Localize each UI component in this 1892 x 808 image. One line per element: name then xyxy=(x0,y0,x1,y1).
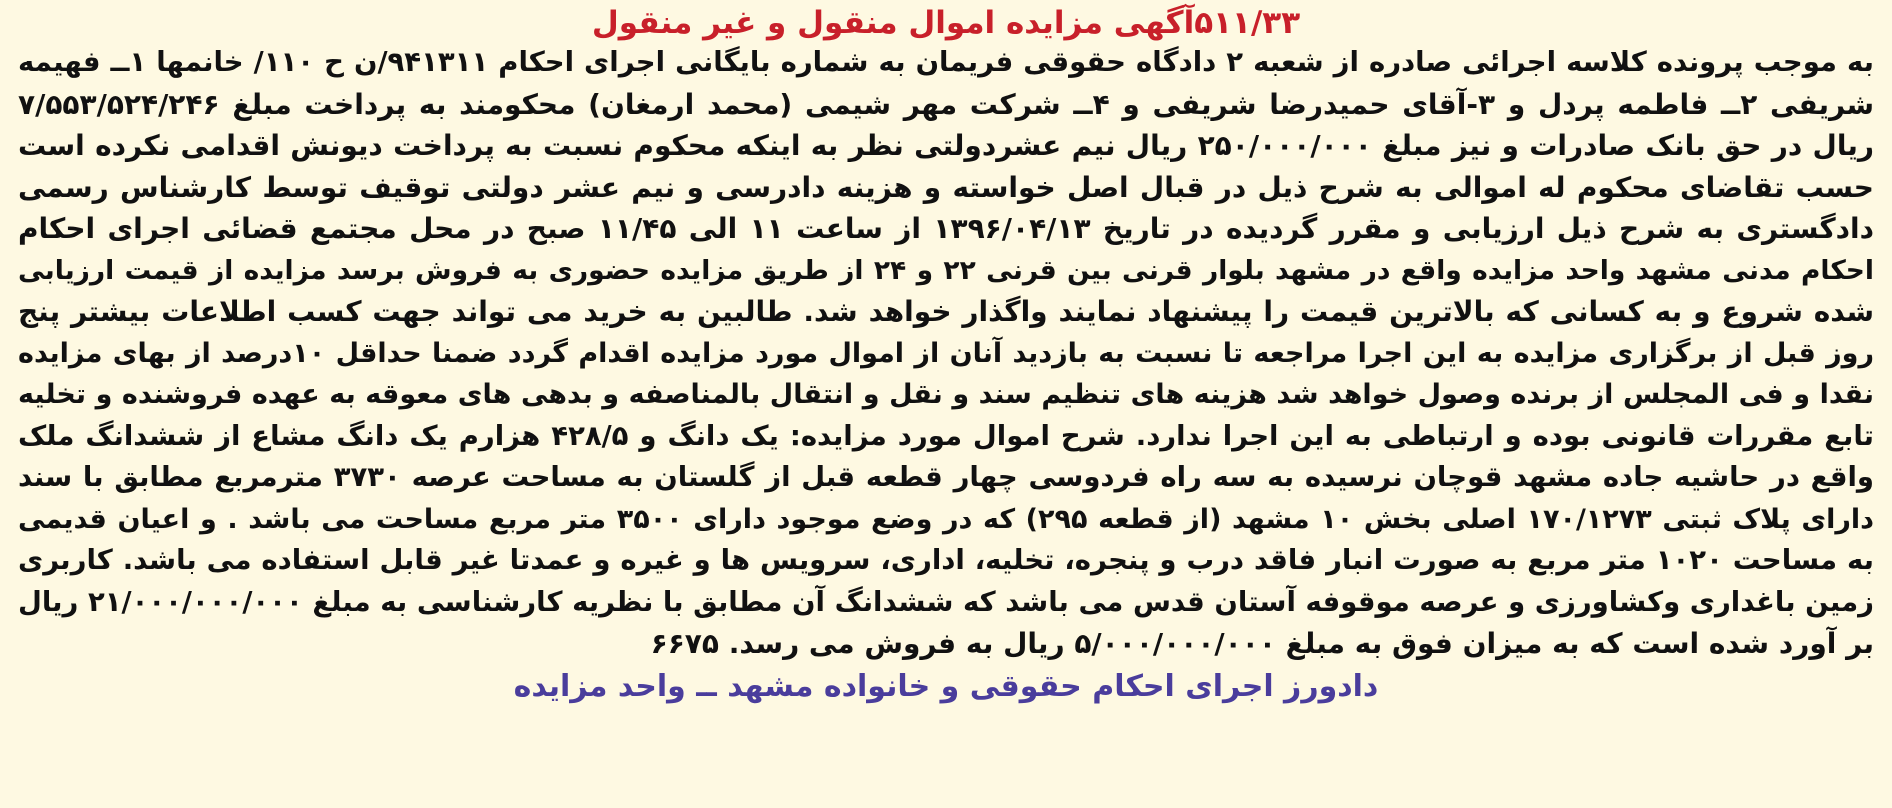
notice-line: زمین باغداری وکشاورزی و عرصه موقوفه آستان قدس می باشد که ششدانگ آن مطابق با نظریه کارشناسی به مبلغ ۲۱/۰۰۰/۰۰۰/۰۰۰ ریال xyxy=(18,585,1875,618)
notice-line: ریال در حق بانک صادرات و نیز مبلغ ۲۵۰/۰۰۰/۰۰۰ ریال نیم عشردولتی نظر به اینکه محکوم نسبت به پرداخت دیونش اقدامی نکرده است xyxy=(18,129,1874,162)
notice-line: احکام مدنی مشهد واحد مزایده واقع در مشهد بلوار قرنی بین قرنی ۲۲ و ۲۴ از طریق مزایده حضوری به فروش برسد مزایده از قیمت ارزیابی xyxy=(18,254,1874,286)
notice-line: نقدا و فی المجلس از برنده وصول خواهد شد هزینه های تنظیم سند و نقل و انتقال بالمناصفه و بدهی های معوقه به عهده فروشنده و تخلیه xyxy=(18,379,1874,410)
notice-line: به مساحت ۱۰۲۰ متر مربع به صورت انبار فاقد درب و پنجره، تخلیه، اداری، سرویس ها و غیره و عمدتا غیر قابل استفاده می باشد. کاربری xyxy=(18,544,1874,576)
notice-title: ۵۱۱/۳۳آگهی مزایده اموال منقول و غیر منقول xyxy=(591,5,1301,41)
notice-line: شده شروع و به کسانی که بالاترین قیمت را پیشنهاد نمایند واگذار خواهد شد. طالبین به خرید می تواند جهت کسب اطلاعات بیشتر پنج xyxy=(18,295,1874,328)
notice-line: واقع در حاشیه جاده مشهد قوچان نرسیده به سه راه فردوسی چهار قطعه قبل از گلستان به مساحت عرصه ۳۷۳۰ مترمربع مطابق با سند xyxy=(18,461,1874,493)
notice-body xyxy=(18,42,1874,665)
notice-line: حسب تقاضای محکوم له اموالی به شرح ذیل در قبال اصل خواسته و هزینه دادرسی و نیم عشر دولتی توقیف توسط کارشناس رسمی xyxy=(18,170,1874,204)
notice-line: تابع مقررات قانونی بوده و ارتباطی به این اجرا ندارد. شرح اموال مورد مزایده: یک دانگ و ۴۲۸/۵ هزارم یک دانگ مشاع از ششدانگ ملک xyxy=(18,419,1874,452)
notice-line: بر آورد شده است که به میزان فوق به مبلغ ۵/۰۰۰/۰۰۰/۰۰۰ ریال به فروش می رسد. ۶۶۷۵ xyxy=(650,627,1874,660)
notice-line: به موجب پرونده کلاسه اجرائی صادره از شعبه ۲ دادگاه حقوقی فریمان به شماره بایگانی اجرای احکام ۹۴۱۳۱۱/ن ح ۱۱۰/ خانمها ۱ــ فهیمه xyxy=(18,46,1875,78)
notice-line: روز قبل از برگزاری مزایده به این اجرا مراجعه تا نسبت به بازدید آنان از اموال مورد مزایده اقدام گردد ضمنا حداقل ۱۰درصد از بهای مزایده xyxy=(18,337,1874,369)
notice-line: دارای پلاک ثبتی ۱۷۰/۱۲۷۳ اصلی بخش ۱۰ مشهد (از قطعه ۲۹۵) که در وضع موجود دارای ۳۵۰۰ متر مربع مساحت می باشد . و اعیان قدیمی xyxy=(18,503,1874,535)
notice-line: شریفی ۲ــ فاطمه پردل و ۳-آقای حمیدرضا شریفی و ۴ــ شرکت مهر شیمی (محمد ارمغان) محکومند به پرداخت مبلغ ۷/۵۵۳/۵۲۴/۲۴۶ xyxy=(18,87,1874,121)
notice-signature: دادورز اجرای احکام حقوقی و خانواده مشهد ــ واحد مزایده xyxy=(513,668,1379,704)
notice-line: دادگستری به شرح ذیل ارزیابی و مقرر گردیده در تاریخ ۱۳۹۶/۰۴/۱۳ از ساعت ۱۱ الی ۱۱/۴۵ صبح در محل مجتمع قضائی اجرای احکام xyxy=(18,212,1875,245)
